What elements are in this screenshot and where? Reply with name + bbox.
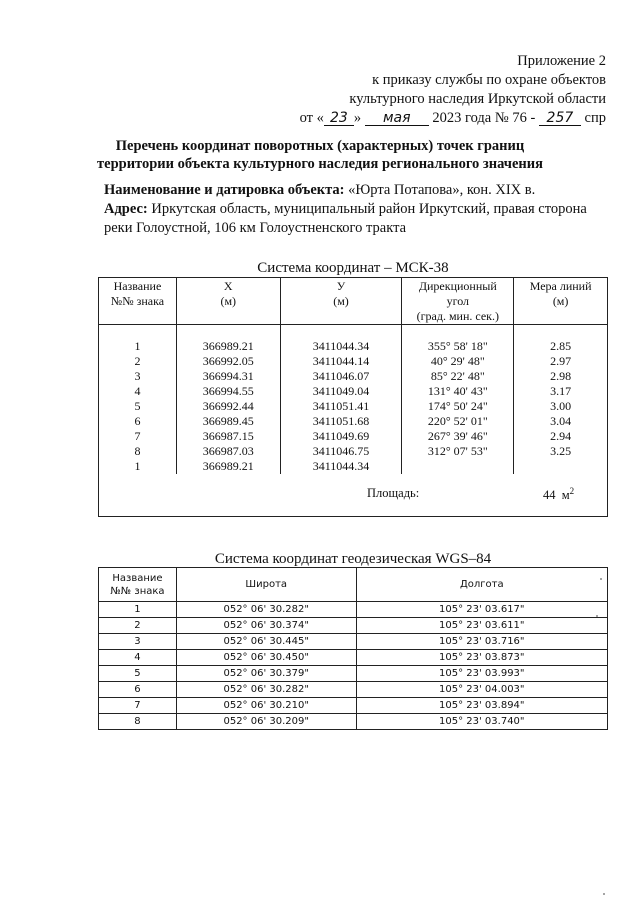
table-row: 6 052° 06' 30.282" 105° 23' 04.003" bbox=[99, 682, 608, 698]
msk-header-name: Название №№ знака bbox=[99, 278, 177, 325]
appendix-date-line bbox=[300, 109, 606, 128]
scan-speck bbox=[603, 893, 605, 895]
wgs-header-row bbox=[99, 568, 608, 602]
wgs-header-lat: Широта bbox=[176, 568, 356, 602]
date-year-text: 2023 года № 76 - bbox=[432, 110, 536, 126]
msk-spacer-row bbox=[99, 325, 608, 340]
msk-header-y: У (м) bbox=[280, 278, 402, 325]
area-unit: м bbox=[561, 488, 570, 503]
table-row: 7 052° 06' 30.210" 105° 23' 03.894" bbox=[99, 698, 608, 714]
msk-header-length: Мера линий (м) bbox=[514, 278, 608, 325]
handwritten-order-number: 257 bbox=[539, 111, 581, 126]
appendix-line-1: Приложение 2 bbox=[517, 53, 606, 69]
area-unit-power: 2 bbox=[569, 486, 575, 496]
object-name-value: «Юрта Потапова», кон. XIX в. bbox=[348, 182, 536, 198]
area-value-group bbox=[543, 486, 574, 503]
title-line-2: территории объекта культурного наследия регионального значения bbox=[97, 156, 543, 172]
table-row: 7 366987.15 3411049.69 267° 39' 46" 2.94 bbox=[99, 429, 608, 444]
table-row: 8 052° 06' 30.209" 105° 23' 03.740" bbox=[99, 714, 608, 730]
object-info bbox=[104, 181, 610, 238]
appendix-line-2: к приказу службы по охране объектов bbox=[372, 72, 606, 88]
appendix-line-3: культурного наследия Иркутской области bbox=[349, 91, 606, 107]
msk-caption: Система координат – МСК-38 bbox=[257, 260, 449, 276]
appendix-header bbox=[300, 52, 606, 128]
area-label: Площадь: bbox=[367, 486, 420, 500]
area-value: 44 bbox=[543, 488, 556, 503]
table-row: 1 366989.21 3411044.34 355° 58' 18" 2.85 bbox=[99, 339, 608, 354]
scan-speck bbox=[600, 578, 602, 580]
object-name-label: Наименование и датировка объекта: bbox=[104, 182, 345, 198]
table-row: 3 052° 06' 30.445" 105° 23' 03.716" bbox=[99, 634, 608, 650]
scan-speck bbox=[596, 615, 598, 617]
table-row: 1 052° 06' 30.282" 105° 23' 03.617" bbox=[99, 602, 608, 618]
table-row: 6 366989.45 3411051.68 220° 52' 01" 3.04 bbox=[99, 414, 608, 429]
table-row: 1 366989.21 3411044.34 bbox=[99, 459, 608, 474]
document-title bbox=[0, 137, 640, 173]
table-row: 4 366994.55 3411049.04 131° 40' 43" 3.17 bbox=[99, 384, 608, 399]
handwritten-month: мая bbox=[365, 111, 429, 126]
handwritten-day: 23 bbox=[324, 111, 354, 126]
msk-header-angle: Дирекционный угол (град. мин. сек.) bbox=[402, 278, 514, 325]
table-row: 3 366994.31 3411046.07 85° 22' 48" 2.98 bbox=[99, 369, 608, 384]
table-row: 5 366992.44 3411051.41 174° 50' 24" 3.00 bbox=[99, 399, 608, 414]
msk-header-x: X (м) bbox=[176, 278, 280, 325]
date-suffix: спр bbox=[584, 110, 606, 126]
date-mid: » bbox=[353, 110, 362, 126]
wgs-header-name: Название №№ знака bbox=[99, 568, 177, 602]
object-address-line bbox=[104, 200, 610, 238]
object-address-label: Адрес: bbox=[104, 201, 148, 217]
title-line-1: Перечень координат поворотных (характерных) точек границ bbox=[115, 138, 525, 154]
table-row: 2 366992.05 3411044.14 40° 29' 48" 2.97 bbox=[99, 354, 608, 369]
msk-area-row bbox=[99, 474, 608, 517]
wgs-caption: Система координат геодезическая WGS–84 bbox=[214, 551, 492, 567]
table-row: 5 052° 06' 30.379" 105° 23' 03.993" bbox=[99, 666, 608, 682]
date-prefix: от « bbox=[299, 110, 324, 126]
object-name-line bbox=[104, 181, 610, 200]
wgs-header-lon: Долгота bbox=[356, 568, 607, 602]
msk-header-row bbox=[99, 278, 608, 325]
table-row: 8 366987.03 3411046.75 312° 07' 53" 3.25 bbox=[99, 444, 608, 459]
table-row: 4 052° 06' 30.450" 105° 23' 03.873" bbox=[99, 650, 608, 666]
wgs-coordinates-table bbox=[98, 567, 608, 730]
object-address-value: Иркутская область, муниципальный район Иркутский, правая сторона реки Голоустной, 106 км Голоустненского тракта bbox=[104, 201, 587, 236]
table-row: 2 052° 06' 30.374" 105° 23' 03.611" bbox=[99, 618, 608, 634]
msk-coordinates-table bbox=[98, 277, 608, 517]
